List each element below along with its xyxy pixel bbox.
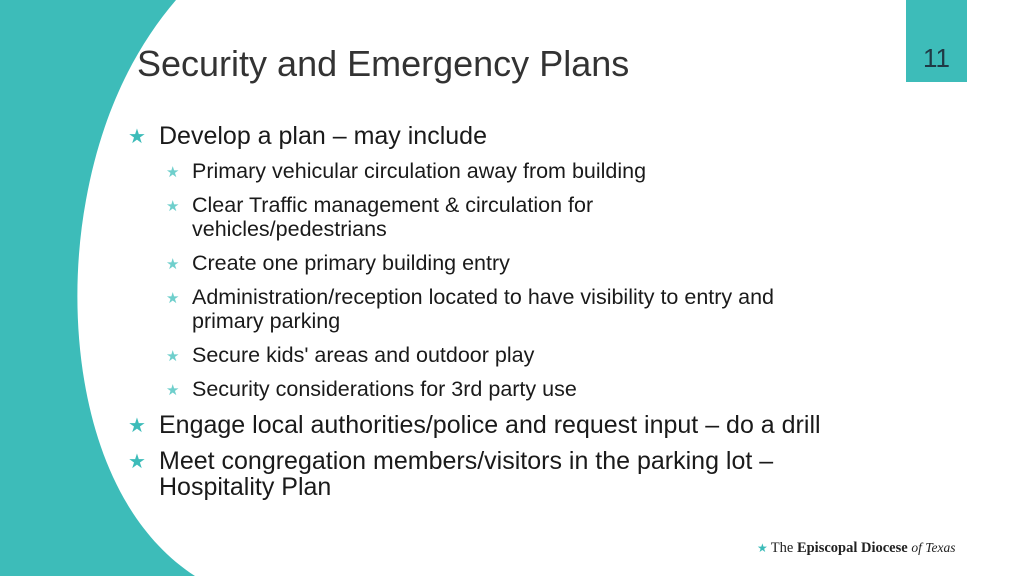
logo-of-texas: of Texas	[911, 540, 956, 555]
star-icon: ★	[166, 164, 180, 181]
bullet-text: Clear Traffic management & circulation for	[192, 193, 594, 217]
star-icon: ★	[166, 290, 180, 307]
star-icon: ★	[128, 415, 146, 437]
slide-title: Security and Emergency Plans	[137, 43, 630, 84]
star-icon: ★	[166, 348, 180, 365]
star-icon: ★	[128, 126, 146, 148]
bullet-text: Create one primary building entry	[192, 251, 510, 275]
bullet-text: Secure kids' areas and outdoor play	[192, 343, 535, 367]
logo-diocese-name: Episcopal Diocese	[796, 540, 908, 556]
bullet-text: Administration/reception located to have visibility to entry and	[192, 285, 775, 309]
bullet-text: Develop a plan – may include	[159, 122, 487, 150]
bullet-text-continued: vehicles/pedestrians	[192, 217, 387, 241]
star-icon: ★	[166, 256, 180, 273]
diocese-logo	[757, 540, 955, 557]
bullet-text: Security considerations for 3rd party use	[192, 377, 577, 401]
bullet-text-continued: primary parking	[192, 309, 341, 333]
bullet-text-continued: Hospitality Plan	[159, 473, 332, 501]
bullet-text: Meet congregation members/visitors in the parking lot –	[159, 447, 774, 475]
star-icon: ★	[166, 198, 180, 215]
bullet-text: Primary vehicular circulation away from building	[192, 159, 647, 183]
star-icon: ★	[128, 451, 146, 473]
logo-star-icon: ★	[757, 541, 768, 555]
logo-the: The	[770, 540, 794, 556]
bullet-text: Engage local authorities/police and request input – do a drill	[159, 411, 821, 439]
page-number: 11	[923, 43, 950, 73]
star-icon: ★	[166, 382, 180, 399]
